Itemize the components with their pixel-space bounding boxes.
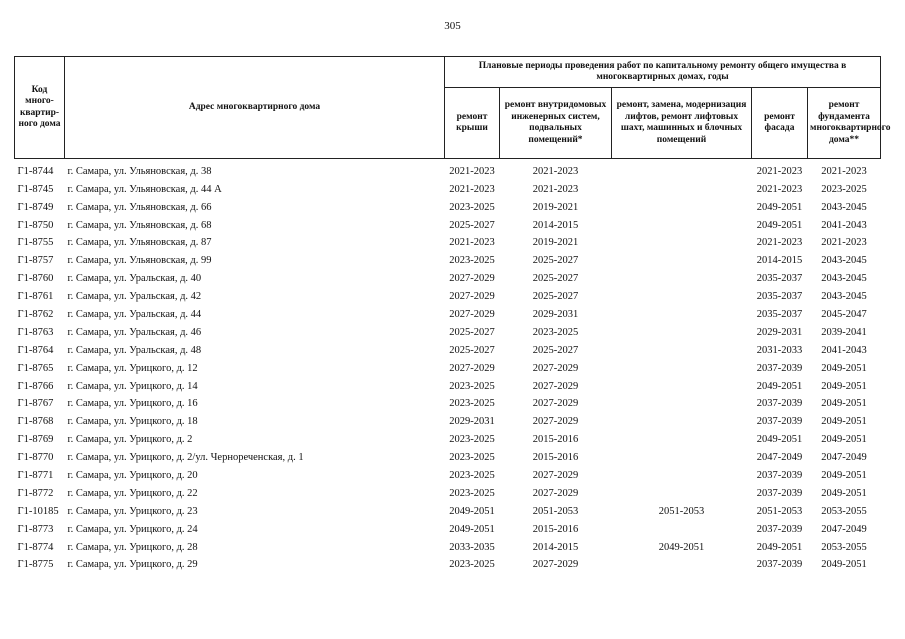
cell-roof: 2049-2051 (449, 523, 495, 535)
cell-code: Г1-8745 (17, 183, 54, 195)
cell-engineering: 2051-2053 (532, 505, 579, 517)
cell-address: г. Самара, ул. Уральская, д. 46 (67, 326, 202, 338)
cell-roof: 2025-2027 (449, 344, 495, 356)
cell-facade: 2049-2051 (756, 201, 803, 213)
cell-address: г. Самара, ул. Урицкого, д. 20 (67, 470, 198, 482)
cell-engineering: 2027-2029 (532, 398, 579, 410)
cell-facade: 2049-2051 (756, 219, 803, 231)
cell-roof: 2021-2023 (449, 237, 495, 249)
cell-code: Г1-8773 (17, 523, 54, 535)
table-row (15, 374, 881, 392)
cell-roof: 2021-2023 (449, 183, 495, 195)
cell-facade: 2031-2033 (756, 344, 803, 356)
cell-code: Г1-8760 (17, 273, 54, 285)
cell-facade: 2047-2049 (756, 452, 803, 464)
cell-address: г. Самара, ул. Ульяновская, д. 68 (67, 219, 212, 231)
cell-address: г. Самара, ул. Урицкого, д. 2 (67, 434, 193, 446)
cell-lift: 2051-2053 (658, 505, 705, 517)
cell-foundation: 2049-2051 (821, 470, 867, 482)
page-number: 305 (444, 20, 461, 32)
cell-roof: 2023-2025 (449, 452, 495, 464)
header-facade: ремонт фасада (752, 88, 808, 159)
cell-foundation: 2053-2055 (821, 505, 867, 517)
cell-lift (612, 320, 752, 338)
cell-address: г. Самара, ул. Ульяновская, д. 99 (67, 255, 212, 267)
cell-engineering: 2027-2029 (532, 487, 579, 499)
repair-schedule-table (14, 56, 891, 571)
cell-facade: 2037-2039 (756, 416, 803, 428)
cell-facade: 2035-2037 (756, 273, 803, 285)
cell-address: г. Самара, ул. Урицкого, д. 18 (67, 416, 198, 428)
cell-lift (612, 248, 752, 266)
cell-code: Г1-8765 (17, 362, 54, 374)
cell-roof: 2023-2025 (449, 559, 495, 571)
header-periods: Плановые периоды проведения работ по капитальному ремонту общего имущества в многоквартирных домах, годы (445, 57, 881, 88)
cell-lift (612, 213, 752, 231)
cell-roof: 2023-2025 (449, 470, 495, 482)
cell-engineering: 2015-2016 (532, 434, 579, 446)
cell-foundation: 2039-2041 (821, 326, 867, 338)
cell-foundation: 2049-2051 (821, 559, 867, 571)
cell-address: г. Самара, ул. Урицкого, д. 22 (67, 487, 198, 499)
table-header (15, 57, 891, 159)
cell-lift (612, 195, 752, 213)
cell-code: Г1-8763 (17, 326, 54, 338)
cell-code: Г1-8762 (17, 309, 54, 321)
cell-roof: 2021-2023 (449, 165, 495, 177)
cell-foundation: 2049-2051 (821, 362, 867, 374)
cell-lift (612, 445, 752, 463)
cell-lift (612, 463, 752, 481)
header-code: Код много-квартир-ного дома (15, 57, 65, 159)
cell-foundation: 2043-2045 (821, 273, 867, 285)
cell-lift: 2049-2051 (658, 541, 705, 553)
cell-foundation: 2021-2023 (821, 237, 867, 249)
cell-address: г. Самара, ул. Ульяновская, д. 38 (67, 165, 212, 177)
cell-foundation: 2047-2049 (821, 523, 867, 535)
cell-lift (612, 266, 752, 284)
cell-roof: 2023-2025 (449, 487, 495, 499)
cell-facade: 2035-2037 (756, 309, 803, 321)
table-row (15, 159, 881, 177)
cell-engineering: 2015-2016 (532, 452, 579, 464)
header-roof: ремонт крыши (445, 88, 500, 159)
cell-roof: 2029-2031 (449, 416, 495, 428)
table-row (15, 338, 881, 356)
table-body (15, 159, 881, 571)
table-row (15, 392, 881, 410)
cell-lift (612, 392, 752, 410)
cell-engineering: 2019-2021 (532, 237, 579, 249)
table-row (15, 195, 881, 213)
cell-code: Г1-8770 (17, 452, 54, 464)
cell-facade: 2029-2031 (756, 326, 803, 338)
cell-engineering: 2027-2029 (532, 470, 579, 482)
cell-roof: 2027-2029 (449, 291, 495, 303)
table-row (15, 463, 881, 481)
cell-address: г. Самара, ул. Урицкого, д. 2/ул. Чернореченская, д. 1 (67, 452, 304, 464)
cell-foundation: 2049-2051 (821, 416, 867, 428)
cell-engineering: 2027-2029 (532, 559, 579, 571)
cell-facade: 2037-2039 (756, 523, 803, 535)
table-row (15, 553, 881, 571)
cell-engineering: 2025-2027 (532, 273, 579, 285)
table-row (15, 499, 881, 517)
cell-engineering: 2027-2029 (532, 362, 579, 374)
cell-code: Г1-8766 (17, 380, 54, 392)
cell-lift (612, 427, 752, 445)
cell-address: г. Самара, ул. Урицкого, д. 29 (67, 559, 198, 571)
cell-foundation: 2023-2025 (821, 183, 867, 195)
cell-code: Г1-8761 (17, 291, 54, 303)
cell-facade: 2035-2037 (756, 291, 803, 303)
cell-code: Г1-8755 (17, 237, 54, 249)
cell-foundation: 2041-2043 (821, 219, 867, 231)
repair-schedule-table-wrapper (14, 56, 891, 571)
cell-address: г. Самара, ул. Урицкого, д. 12 (67, 362, 198, 374)
table-row (15, 213, 881, 231)
cell-engineering: 2027-2029 (532, 380, 579, 392)
cell-lift (612, 338, 752, 356)
cell-foundation: 2043-2045 (821, 201, 867, 213)
cell-lift (612, 553, 752, 571)
table-row (15, 266, 881, 284)
cell-engineering: 2015-2016 (532, 523, 579, 535)
cell-engineering: 2027-2029 (532, 416, 579, 428)
cell-foundation: 2047-2049 (821, 452, 867, 464)
cell-lift (612, 231, 752, 249)
cell-roof: 2027-2029 (449, 273, 495, 285)
cell-foundation: 2049-2051 (821, 380, 867, 392)
cell-foundation: 2021-2023 (821, 165, 867, 177)
cell-roof: 2033-2035 (449, 541, 495, 553)
cell-engineering: 2014-2015 (532, 541, 579, 553)
cell-code: Г1-8749 (17, 201, 54, 213)
cell-code: Г1-8772 (17, 487, 54, 499)
cell-lift (612, 481, 752, 499)
cell-code: Г1-8768 (17, 416, 54, 428)
cell-foundation: 2049-2051 (821, 398, 867, 410)
cell-code: Г1-8764 (17, 344, 54, 356)
cell-address: г. Самара, ул. Ульяновская, д. 87 (67, 237, 212, 249)
cell-engineering: 2025-2027 (532, 255, 579, 267)
cell-engineering: 2021-2023 (532, 183, 579, 195)
table-row (15, 177, 881, 195)
cell-roof: 2023-2025 (449, 380, 495, 392)
cell-roof: 2023-2025 (449, 255, 495, 267)
cell-foundation: 2049-2051 (821, 434, 867, 446)
cell-facade: 2037-2039 (756, 398, 803, 410)
cell-code: Г1-8775 (17, 559, 54, 571)
cell-address: г. Самара, ул. Ульяновская, д. 44 А (67, 183, 222, 195)
cell-facade: 2014-2015 (756, 255, 803, 267)
cell-facade: 2049-2051 (756, 434, 803, 446)
cell-roof: 2049-2051 (449, 505, 495, 517)
cell-code: Г1-8744 (17, 165, 54, 177)
header-foundation: ремонт фундамента многоквартирного дома** (808, 88, 881, 159)
cell-engineering: 2025-2027 (532, 344, 579, 356)
cell-foundation: 2041-2043 (821, 344, 867, 356)
cell-lift (612, 159, 752, 177)
cell-facade: 2037-2039 (756, 362, 803, 374)
table-row (15, 231, 881, 249)
cell-engineering: 2025-2027 (532, 291, 579, 303)
cell-facade: 2051-2053 (756, 505, 803, 517)
cell-address: г. Самара, ул. Ульяновская, д. 66 (67, 201, 212, 213)
cell-engineering: 2019-2021 (532, 201, 579, 213)
cell-code: Г1-8769 (17, 434, 54, 446)
table-row (15, 302, 881, 320)
cell-facade: 2021-2023 (756, 237, 803, 249)
cell-code: Г1-8757 (17, 255, 54, 267)
cell-foundation: 2049-2051 (821, 487, 867, 499)
cell-lift (612, 517, 752, 535)
cell-lift (612, 374, 752, 392)
cell-address: г. Самара, ул. Уральская, д. 42 (67, 291, 202, 303)
cell-foundation: 2043-2045 (821, 291, 867, 303)
cell-address: г. Самара, ул. Уральская, д. 48 (67, 344, 202, 356)
header-address: Адрес многоквартирного дома (65, 57, 445, 159)
cell-foundation: 2043-2045 (821, 255, 867, 267)
cell-address: г. Самара, ул. Урицкого, д. 16 (67, 398, 198, 410)
cell-facade: 2049-2051 (756, 380, 803, 392)
cell-lift (612, 177, 752, 195)
table-row (15, 320, 881, 338)
cell-address: г. Самара, ул. Урицкого, д. 24 (67, 523, 198, 535)
cell-lift (612, 284, 752, 302)
cell-engineering: 2021-2023 (532, 165, 579, 177)
cell-facade: 2021-2023 (756, 183, 803, 195)
table-row (15, 427, 881, 445)
cell-facade: 2049-2051 (756, 541, 803, 553)
cell-roof: 2025-2027 (449, 326, 495, 338)
cell-engineering: 2014-2015 (532, 219, 579, 231)
cell-facade: 2037-2039 (756, 470, 803, 482)
cell-code: Г1-8767 (17, 398, 54, 410)
cell-lift (612, 409, 752, 427)
cell-lift (612, 356, 752, 374)
cell-facade: 2037-2039 (756, 487, 803, 499)
cell-address: г. Самара, ул. Урицкого, д. 14 (67, 380, 198, 392)
table-row (15, 535, 881, 553)
cell-address: г. Самара, ул. Уральская, д. 40 (67, 273, 202, 285)
cell-address: г. Самара, ул. Урицкого, д. 28 (67, 541, 198, 553)
cell-engineering: 2023-2025 (532, 326, 579, 338)
cell-lift (612, 302, 752, 320)
cell-roof: 2027-2029 (449, 362, 495, 374)
header-lift: ремонт, замена, модернизация лифтов, ремонт лифтовых шахт, машинных и блочных помещений (612, 88, 752, 159)
cell-address: г. Самара, ул. Урицкого, д. 23 (67, 505, 198, 517)
cell-foundation: 2053-2055 (821, 541, 867, 553)
cell-facade: 2037-2039 (756, 559, 803, 571)
table-row (15, 248, 881, 266)
table-row (15, 409, 881, 427)
table-row (15, 445, 881, 463)
cell-roof: 2023-2025 (449, 201, 495, 213)
cell-code: Г1-8750 (17, 219, 54, 231)
table-row (15, 284, 881, 302)
cell-roof: 2027-2029 (449, 309, 495, 321)
cell-code: Г1-10185 (17, 505, 59, 517)
cell-code: Г1-8771 (17, 470, 54, 482)
cell-facade: 2021-2023 (756, 165, 803, 177)
cell-roof: 2025-2027 (449, 219, 495, 231)
cell-code: Г1-8774 (17, 541, 54, 553)
header-engineering: ремонт внутридомовых инженерных систем, подвальных помещений* (500, 88, 612, 159)
table-row (15, 356, 881, 374)
cell-roof: 2023-2025 (449, 434, 495, 446)
cell-foundation: 2045-2047 (821, 309, 867, 321)
table-row (15, 481, 881, 499)
cell-engineering: 2029-2031 (532, 309, 579, 321)
table-row (15, 517, 881, 535)
cell-address: г. Самара, ул. Уральская, д. 44 (67, 309, 202, 321)
cell-roof: 2023-2025 (449, 398, 495, 410)
